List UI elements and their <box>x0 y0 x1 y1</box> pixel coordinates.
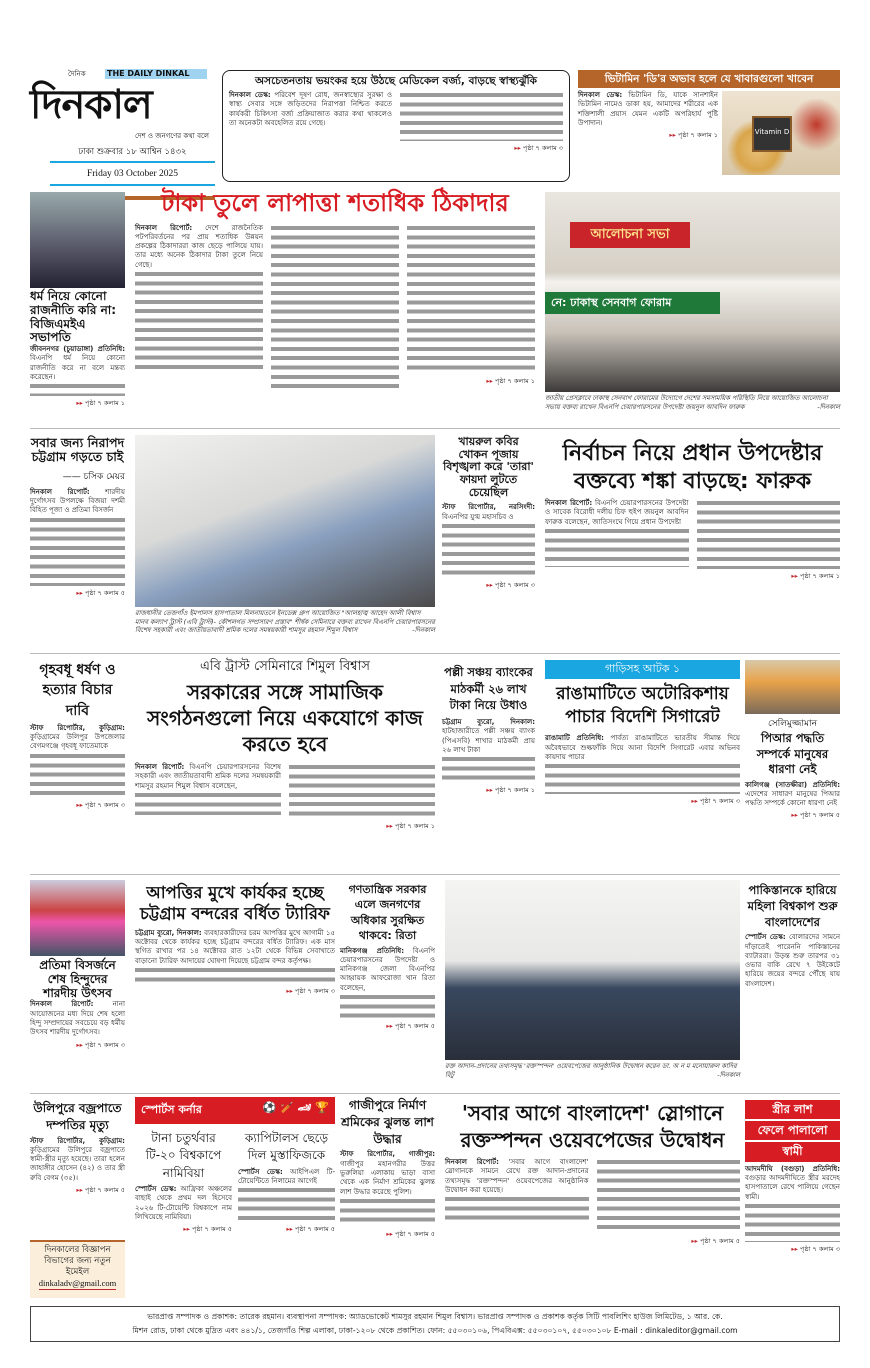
husband-story[interactable] <box>745 1100 840 1295</box>
body: কুড়িগ্রামের উলিপুর উপজেলার বেগমগঞ্জে গৃহবধূ ফাতেমাকে <box>30 733 125 751</box>
pakistan-story[interactable] <box>745 882 840 1090</box>
banner-text-2: নে: ঢাকাস্থ সেনবাগ ফোরাম <box>545 292 720 314</box>
headline-line[interactable]: স্বামী <box>745 1142 840 1161</box>
ad-line: ইমেইল <box>65 1267 90 1277</box>
logo-english: THE DAILY DINKAL <box>105 69 207 79</box>
jump-link[interactable]: ▸▸ পৃষ্ঠা ৭ কলাম ৫ <box>691 1237 740 1245</box>
jump-link[interactable]: ▸▸ পৃষ্ঠা ৭ কলাম ৫ <box>183 1225 232 1234</box>
headline-line[interactable]: স্ত্রীর লাশ <box>745 1100 840 1119</box>
headline[interactable]: ধর্ম নিয়ে কোনো রাজনীতি করি না: বিজিএমইএ সভাপতি <box>30 289 117 345</box>
dateline: স্টাফ রিপোর্টার, কুড়িগ্রাম: <box>30 1136 125 1145</box>
dateline: চট্টগ্রাম ব্যুরো, দিনকাল: <box>135 928 202 937</box>
forum-caption: জাতীয় প্রেসক্লাবে ঢাকাস্থ সেনবাগ ফোরামের উদ্যোগে দেশের সমসাময়িক পরিস্থিতি নিয়ে আয়োজিত আলোচনা সভায় বক্তব্য রাখেন বিএনপি চেয়ারপারসনের উপদেষ্টা জয়নুল আবদিন ফারুক -দিনকাল <box>545 394 840 411</box>
body: নানা আয়োজনের মধ্য দিয়ে শেষ হলো হিন্দু সম্প্রদায়ের সবচেয়ে বড় ধর্মীয় উৎসব শারদীয় দুর্গোৎসব। <box>30 1000 125 1037</box>
jump-link[interactable]: ▸▸ পৃষ্ঠা ৭ কলাম ৫ <box>76 1186 125 1195</box>
byline: —— চসিক মেয়র <box>62 471 125 482</box>
pratima-story[interactable] <box>30 880 125 1090</box>
body: পরিবেশ দূষণ রোধ, জনস্বাস্থ্যের সুরক্ষা ও স্বাস্থ্য সেবার সঙ্গে জড়িতদের নিরাপত্তা নিশ্চিত করতে কার্যকরী চিকিৎসা বর্জ্য প্রক্রিয়াজাত করার কথা থাকলেও তা অনেকটা অবহেলিত রয়ে গেছে। <box>229 91 392 127</box>
seminar-caption: রাজধানীর তেজগাঁও ইমপালস হাসপাতাল মিলনায়তনে ইনডেক্স গ্রুপ আয়োজিত "আলহাজ্ব আহেদ আলী বিশ্বাস মানব কল্যাণ ট্রাস্ট (এবি ট্রাস্ট)- কৌশলগত সম্প্রসারণ প্রস্তাব" শীর্ষক সেমিনারে বক্তব্য রাখেন বিএনপি চেয়ারপারসনের বিশেষ সহকারী এবং জাতীয়তাবাদী শ্রমিক দলের সমন্বয়কারী শামসুর রহমান শিমুল বিশ্বাস -দিনকাল <box>135 609 435 634</box>
headline[interactable]: নির্বাচন নিয়ে প্রধান উপদেষ্টার বক্তব্যে শঙ্কা বাড়ছে: ফারুক <box>562 441 823 494</box>
headline[interactable]: গাজীপুরে নির্মাণ শ্রমিকের ঝুলন্ত লাশ উদ্ধার <box>341 1098 434 1146</box>
banner-text: আলোচনা সভা <box>570 222 690 248</box>
jump-link[interactable]: ▸▸ পৃষ্ঠা ৭ কলাম ৩ <box>514 144 563 153</box>
bgmea-president-photo <box>30 192 125 288</box>
headline[interactable]: টাকা তুলে লাপাত্তা শতাধিক ঠিকাদার <box>161 189 509 217</box>
shimul-story[interactable] <box>135 660 435 870</box>
webpage-story[interactable] <box>445 1100 740 1295</box>
body: এদেশের সাধারণ মানুষের পিআর পদ্ধতি সম্পর্কে কোনো ধারণা নেই <box>745 789 840 808</box>
jump-link[interactable]: ▸▸ পৃষ্ঠা ৭ কলাম ৫ <box>791 811 840 820</box>
dateline: দিনকাল রিপোর্ট: <box>30 1000 94 1009</box>
dateline: দিনকাল রিপোর্ট: <box>135 762 185 771</box>
dateline: স্পোর্টস ডেস্ক: <box>238 1167 283 1176</box>
jump-link[interactable]: ▸▸ পৃষ্ঠা ৭ কলাম ১ <box>486 376 535 385</box>
body: কুড়িগ্রামের উলিপুরে বজ্রপাতে স্বামী-স্ত্রীর মৃত্যু হয়েছে। তারা হলেন জাহাঙ্গীর হোসেন (৪২) ও তার স্ত্রী রুবি বেগম (৩৫)। <box>30 1145 125 1182</box>
headline[interactable]: 'সবার আগে বাংলাদেশ' স্লোগানে রক্তস্পন্দন ওয়েবপেজের উদ্বোধন <box>460 1101 725 1152</box>
body: গাজীপুর মহানগরীর উত্তর ভুরুলিয়া এলাকায় ভাড়া বাসা থেকে এক নির্মাণ শ্রমিকের ঝুলন্ত লাশ উদ্ধার করেছে পুলিশ। <box>340 1159 435 1196</box>
dateline: দিনকাল ডেস্ক: <box>229 91 271 100</box>
vitamin-story[interactable] <box>578 70 840 182</box>
headline[interactable]: পিআর পদ্ধতি সম্পর্কে মানুষের ধারণা নেই <box>756 731 829 777</box>
jump-link[interactable]: ▸▸ পৃষ্ঠা ৭ কলাম ৩ <box>486 580 535 589</box>
body: ব্যবহারকারীদের চরম আপত্তির মুখে আগামী ১৫ অক্টোবর থেকে কার্যকর হচ্ছে চট্টগ্রাম বন্দরের বর্ধিত ট্যারিফ। এক মাস স্থগিত রাখার পর ১৪ অক্টোবর রাত ১২টা থেকে বিভিন্ন সেবাখাতে বাড়ানো ট্যারিফ আদায়ের ঘোষণা দিয়েছে চট্টগ্রাম বন্দর কর্তৃপক্ষ। <box>135 928 335 965</box>
jump-link[interactable]: ▸▸ পৃষ্ঠা ৭ কলাম ৩ <box>691 797 740 806</box>
headline[interactable]: ভিটামিন 'ডি'র অভাব হলে যে খাবারগুলো খাবেন <box>578 70 840 88</box>
english-date: Friday 03 October 2025 <box>50 168 215 186</box>
headline[interactable]: ক্যাপিটালস ছেড়ে দিল মুস্তাফিজকে <box>244 1131 329 1163</box>
dateline: স্টাফ রিপোর্টার, নরসিংদী: <box>442 503 535 512</box>
dateline: মানিকগঞ্জ প্রতিনিধি: <box>340 946 404 955</box>
jump-link[interactable]: ▸▸ পৃষ্ঠা ৭ কলাম ১ <box>486 786 535 795</box>
headline[interactable]: উলিপুরে বজ্রপাতে দম্পতির মৃত্যু <box>33 1101 122 1132</box>
religion-story[interactable] <box>30 290 125 425</box>
vitamin-food-photo <box>722 91 840 175</box>
jump-link[interactable]: ▸▸ পৃষ্ঠা ৭ কলাম ৩ <box>76 1040 125 1049</box>
dateline: রাঙামাটি প্রতিনিধি: <box>545 734 604 743</box>
dateline: দিনকাল রিপোর্ট: <box>30 487 90 496</box>
selim-story[interactable] <box>745 660 840 870</box>
sports-icons: ⚽ 🏏 🏎 🏆 <box>262 1101 329 1114</box>
body: দেশে রাজনৈতিক পটপরিবর্তনের পর প্রায় শতাধিক উন্নয়ন প্রকল্পের ঠিকাদাররা কাজ ছেড়ে পালিয়ে যায়। তার মধ্যে অনেক ঠিকাদার টাকা তুলে নিয়ে গেছে। <box>135 223 263 269</box>
faruk-story[interactable] <box>545 440 840 650</box>
jump-link[interactable]: ▸▸ পৃষ্ঠা ৭ কলাম ৫ <box>386 1229 435 1238</box>
dateline: দিনকাল রিপোর্ট: <box>545 499 593 507</box>
body: শারদীয় দুর্গোৎসব উপলক্ষে বিজয়া দশমী বিহিত পূজা ও প্রতিমা বিসর্জন <box>30 487 125 515</box>
mustafiz-story[interactable] <box>238 1130 335 1235</box>
bengali-date: ঢাকা শুক্রবার ১৮ আশ্বিন ১৪৩২ <box>50 146 215 163</box>
body: বিএনপি চেয়ারপারসনের উপদেষ্টা ও সাবেক বিরোধী দলীয় চিফ হুইপ জয়নুল আবদিন ফারুক বলেছেন, জাতিসংঘে গিয়ে প্রধান উপদেষ্টা <box>545 499 689 526</box>
dateline: দিনকাল রিপোর্ট: <box>445 1158 499 1166</box>
vitamin-d-slate: Vitamin D <box>752 116 792 152</box>
cigarette-story[interactable] <box>545 660 740 870</box>
jump-link[interactable]: ▸▸ পৃষ্ঠা ৭ কলাম ৩ <box>286 987 335 996</box>
masthead <box>30 68 215 200</box>
rita-story[interactable] <box>340 882 435 1090</box>
ulipur-story[interactable] <box>30 1100 125 1230</box>
person-name: সেলিমুজ্জামান <box>768 719 817 729</box>
dateline: দিনকাল ডেস্ক: <box>578 91 623 100</box>
headline[interactable]: সবার জন্য নিরাপদ চট্টগ্রাম গড়তে চাই <box>30 435 125 465</box>
imprint-line: ভারপ্রাপ্ত সম্পাদক ও প্রকাশক: তারেক রহমান। ব্যবস্থাপনা সম্পাদক: অ্যাডভোকেট শামসুর রহমান শিমুল বিশ্বাস। ভারপ্রাপ্ত সম্পাদক ও প্রকাশক কর্তৃক সিটি পাবলিশিং হাউজ লিমিটেড, ১ আর. কে. <box>147 1312 723 1321</box>
headline[interactable]: গৃহবধূ ধর্ষণ ও হত্যার বিচার দাবি <box>39 662 116 719</box>
forum-photo <box>545 192 840 392</box>
headline-line[interactable]: ফেলে পালালো <box>745 1121 840 1140</box>
jump-link[interactable]: ▸▸ পৃষ্ঠা ৭ কলাম ১ <box>386 821 435 830</box>
kicker-banner: গাড়িসহ আটক ১ <box>545 660 740 679</box>
jump-link[interactable]: ▸▸ পৃষ্ঠা ৭ কলাম ৫ <box>76 588 125 597</box>
khokon-story[interactable] <box>442 436 535 646</box>
dateline: জীবননগর (চুয়াডাঙ্গা) প্রতিনিধি: <box>30 345 125 354</box>
body: বিএনপি চেয়ারপারসনের উপদেষ্টা ও মানিকগঞ্জ জেলা বিএনপির আহ্বায়ক আফরোজা খান রিতা বলেছেন, <box>340 946 435 992</box>
ctg-safe-story[interactable] <box>30 436 125 646</box>
kicker: এবি ট্রাস্ট সেমিনারে শিমুল বিশ্বাস <box>200 659 370 674</box>
tagline: দেশ ও জনগণের কথা বলে <box>134 132 209 140</box>
namibia-story[interactable] <box>135 1130 232 1235</box>
jump-link[interactable]: ▸▸ পৃষ্ঠা ৭ কলাম ৩ <box>76 800 125 809</box>
dateline: স্টাফ রিপোর্টার, কুড়িগ্রাম: <box>30 723 125 732</box>
palli-story[interactable] <box>442 664 535 870</box>
headline[interactable]: পাকিস্তানকে হারিয়ে মহিলা বিশ্বকাপ শুরু বাংলাদেশের <box>747 883 838 930</box>
dateline: আদমদীঘি (বগুড়া) প্রতিনিধি: <box>745 1164 840 1173</box>
dateline: চট্টগ্রাম ব্যুরো, দিনকাল: <box>442 718 535 727</box>
body: বোলারদের সামনে দাঁড়াতেই পারেননি পাকিস্তানের ব্যাটাররা। উড়ন্ত শুরু তারপর ৩১ ওভার বাকি রেখে ৭ উইকেটে হারিয়ে জয়ের বন্দরে পৌঁছে যায় বাংলাদেশ। <box>745 933 840 988</box>
lead-story[interactable] <box>135 190 535 425</box>
jump-link[interactable]: ▸▸ পৃষ্ঠা ৭ কলাম ১ <box>669 131 718 140</box>
logo-small: দৈনিক <box>68 70 86 78</box>
body: বিএনপির যুগ্ম মহাসচিব ও <box>442 512 514 521</box>
selim-photo <box>745 660 840 714</box>
immersion-photo <box>30 880 125 956</box>
ad-line: বিভাগের জন্য নতুন <box>44 1256 111 1266</box>
headline[interactable]: অসচেতনতায় ভয়ংকর হয়ে উঠছে মেডিকেল বর্জ্য, বাড়ছে স্বাস্থ্যঝুঁকি <box>255 75 537 87</box>
body: বিএনপি চেয়ারপারসনের বিশেষ সহকারী এবং জাতীয়তাবাদী শ্রমিক দলের সমন্বয়কারী শামসুর রহমান শিমুল বিশ্বাস বলেছেন, <box>135 762 281 790</box>
body: বগুড়ার আদমদীঘিতে স্ত্রীর মরদেহ হাসপাতালে রেখে পালিয়ে গেছেন স্বামী। <box>745 1173 840 1201</box>
headline[interactable]: রাঙামাটিতে অটোরিকশায় পাচার বিদেশি সিগারেট <box>556 683 729 728</box>
body: 'সবার আগে বাংলাদেশ' স্লোগানকে সামনে রেখে রক্ত আদান-প্রদানের তথ্যসমৃদ্ধ 'রক্তস্পন্দন' ওয়েবপেজের আনুষ্ঠানিক উদ্বোধন করা হয়েছে। <box>445 1158 589 1194</box>
headline[interactable]: সরকারের সঙ্গে সামাজিক সংগঠনগুলো নিয়ে একযোগে কাজ করতে হবে <box>147 679 423 756</box>
body: বিএনপি ধর্ম নিয়ে কোনো রাজনীতি করে না বলে মন্তব্য করেছেন। <box>30 354 125 382</box>
housewife-story[interactable] <box>30 660 125 870</box>
dateline: স্পোর্টস ডেস্ক: <box>135 1185 177 1194</box>
headline[interactable]: গণতান্ত্রিক সরকার এলে জনগণের অধিকার সুরক্ষিত থাকবে: রিতা <box>348 883 427 943</box>
ad-email-box <box>30 1240 125 1298</box>
dateline: কালিগঞ্জ (সাতক্ষীরা) প্রতিনিধি: <box>745 780 840 789</box>
tariff-story[interactable] <box>135 882 335 1090</box>
jump-link[interactable]: ▸▸ পৃষ্ঠা ৭ কলাম ৫ <box>386 1022 435 1031</box>
sports-banner: স্পোর্টস কর্নার ⚽ 🏏 🏎 🏆 <box>135 1097 335 1124</box>
jump-link[interactable]: ▸▸ পৃষ্ঠা ৭ কলাম ১ <box>76 399 125 408</box>
logo: দিনকাল <box>30 82 152 128</box>
body: ভিটামিন ডি, যাকে সানশাইন ভিটামিন নামেও ডাকা হয়, আমাদের শরীরের এক শক্তিশালী প্রয়াস যেমন একটি অপরিহার্য পুষ্টি উপাদান। <box>578 91 718 127</box>
body: পার্বত্য রাঙামাটিতে ভারতীয় সীমান্ত দিয়ে অবৈধভাবে শুল্কফাঁকি দিয়ে আনা বিদেশি সিগারেট এবার অভিনব কায়দায় পাচার <box>545 734 740 761</box>
ad-email[interactable]: dinkaladv@gmail.com <box>38 1278 117 1288</box>
jump-link[interactable]: ▸▸ পৃষ্ঠা ৭ কলাম ৩ <box>791 1244 840 1253</box>
imprint-footer <box>30 1306 840 1342</box>
sports-corner <box>135 1097 335 1295</box>
headline[interactable]: প্রতিমা বিসর্জনে শেষ হিন্দুদের শারদীয় উৎসব <box>39 958 116 1000</box>
headline[interactable]: পল্লী সঞ্চয় ব্যাংকের মাঠকর্মী ২৬ লাখ টাকা নিয়ে উধাও <box>444 665 533 713</box>
gazipur-story[interactable] <box>340 1097 435 1295</box>
imprint-line: মিশন রোড, ঢাকা থেকে মুদ্রিত এবং ৪৪১/১, তেজগাঁও শিল্প এলাকা, ঢাকা-১২০৮ থেকে প্রকাশিত। ফোন: ৫৫০৩০১০৬, পিএবিএক্স: ৫৫০৩০১০৭, ৫৫০৩০১০৮ E-mail : dinkaleditor@gmail.com <box>132 1326 738 1335</box>
webpage-launch-photo <box>445 880 740 1060</box>
dateline: দিনকাল রিপোর্ট: <box>135 223 193 232</box>
headline[interactable]: টানা চতুর্থবার টি-২০ বিশ্বকাপে নামিবিয়া <box>145 1131 222 1180</box>
column <box>271 224 399 389</box>
headline[interactable]: আপত্তির মুখে কার্যকর হচ্ছে চট্টগ্রাম বন্দরের বর্ধিত ট্যারিফ <box>139 883 330 924</box>
seminar-photo <box>135 435 435 607</box>
headline[interactable]: খায়রুল কবির খোকন পূজায় বিশৃঙ্খলা করে 'তারা' ফায়দা লুটতে চেয়েছিল <box>443 435 534 499</box>
top-story[interactable] <box>222 70 570 182</box>
jump-link[interactable]: ▸▸ পৃষ্ঠা ৭ কলাম ১ <box>791 572 840 580</box>
ad-line: দিনকালের বিজ্ঞাপন <box>44 1245 111 1255</box>
body: হাটহাজারীতে পল্লী সঞ্চয় ব্যাংক (পিএসবি) শাখার মাঠকর্মী প্রায় ২৬ লাখ টাকা <box>442 727 535 754</box>
webpage-caption: রক্ত আদান-প্রদানের তথ্যসমৃদ্ধ 'রক্তস্পন্দন' ওয়েবপেজের আনুষ্ঠানিক উদ্বোধন করেন ডা. অ ন ম মনোয়ারুল কাদির বিটু -দিনকাল <box>445 1062 740 1079</box>
jump-link[interactable]: ▸▸ পৃষ্ঠা ৭ কলাম ৫ <box>286 1225 335 1234</box>
dateline: স্টাফ রিপোর্টার, গাজীপুর: <box>340 1150 435 1159</box>
dateline: স্পোর্টস ডেস্ক: <box>745 933 786 942</box>
body: আইপিএল টি-টোয়েন্টিতে নিলামের আগেই <box>238 1167 336 1186</box>
body: আফ্রিকা অঞ্চলের বাছাই থেকে প্রথম দল হিসেবে ২০২৬ টি-টোয়েন্টি বিশ্বকাপে নাম লিখিয়েছে নামিবিয়া। <box>135 1185 232 1222</box>
